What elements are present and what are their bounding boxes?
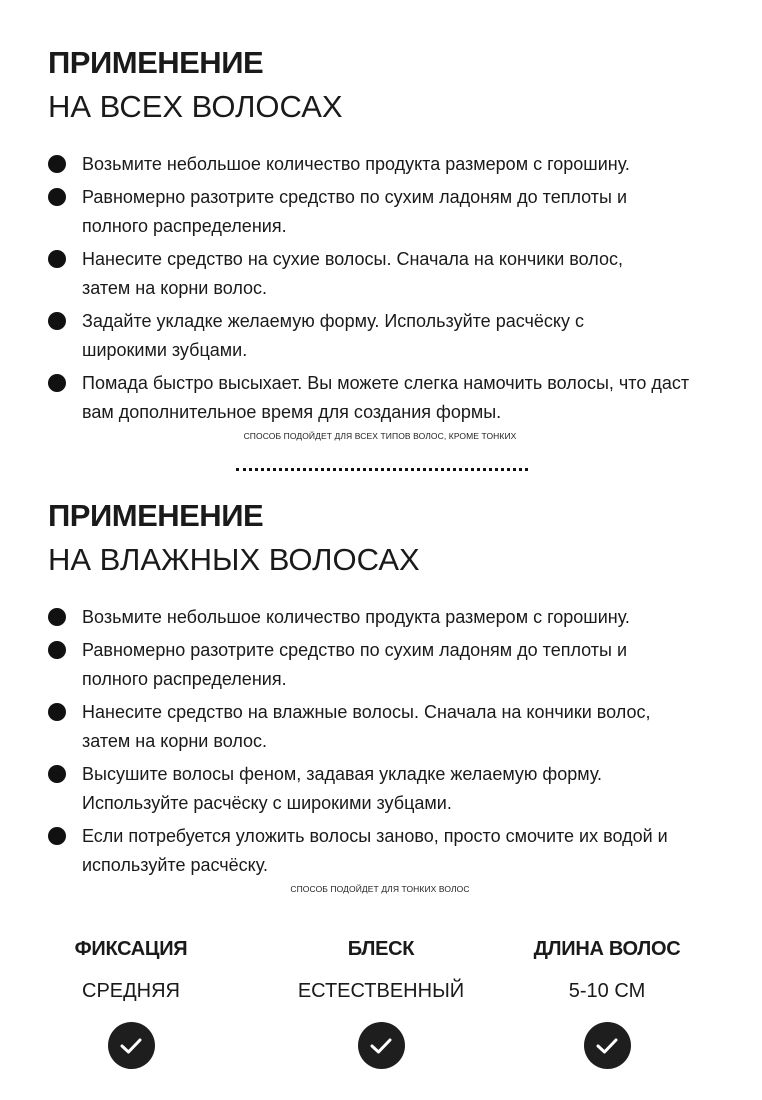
section-note: СПОСОБ ПОДОЙДЕТ ДЛЯ ТОНКИХ ВОЛОС — [290, 883, 470, 894]
feature-shine — [271, 935, 491, 1069]
feature-label: ФИКСАЦИЯ — [74, 938, 188, 960]
list-item — [48, 822, 728, 881]
section-note: СПОСОБ ПОДОЙДЕТ ДЛЯ ВСЕХ ТИПОВ ВОЛОС, КРОМЕ ТОНКИХ — [243, 430, 517, 441]
bullet-icon — [48, 827, 66, 845]
step-text: Нанесите средство на влажные волосы. Сначала на кончики волос, затем на корни волос. — [82, 701, 651, 751]
list-item — [48, 636, 728, 695]
checkmark-icon — [108, 1022, 155, 1069]
list-item — [48, 183, 728, 242]
steps-list — [48, 150, 728, 428]
bullet-icon — [48, 703, 66, 721]
list-item — [48, 760, 728, 819]
feature-hair-length — [497, 935, 717, 1069]
step-text: Возьмите небольшое количество продукта размером с горошину. — [82, 607, 630, 627]
checkmark-icon — [358, 1022, 405, 1069]
step-text: Равномерно разотрите средство по сухим ладоням до теплоты и полного распределения. — [82, 186, 628, 236]
feature-value: ЕСТЕСТВЕННЫЙ — [297, 980, 465, 1002]
bullet-icon — [48, 188, 66, 206]
section-subtitle: НА ВЛАЖНЫХ ВОЛОСАХ — [48, 542, 420, 577]
section-subtitle: НА ВСЕХ ВОЛОСАХ — [48, 89, 343, 124]
step-text: Возьмите небольшое количество продукта размером с горошину. — [82, 154, 630, 174]
feature-value: СРЕДНЯЯ — [82, 980, 180, 1002]
bullet-icon — [48, 765, 66, 783]
bullet-icon — [48, 641, 66, 659]
step-text: Нанесите средство на сухие волосы. Сначала на кончики волос, затем на корни волос. — [82, 248, 623, 298]
list-item — [48, 698, 728, 757]
list-item — [48, 245, 728, 304]
step-text: Помада быстро высыхает. Вы можете слегка намочить волосы, что даст вам дополнительное время для создания формы. — [82, 372, 690, 422]
feature-hold — [21, 935, 241, 1069]
step-text: Задайте укладке желаемую форму. Используйте расчёску с широкими зубцами. — [82, 310, 584, 360]
bullet-icon — [48, 250, 66, 268]
feature-label: БЛЕСК — [347, 938, 415, 960]
bullet-icon — [48, 608, 66, 626]
step-text: Высушите волосы феном, задавая укладке желаемую форму. Используйте расчёску с широкими зубцами. — [82, 763, 603, 813]
section-title: ПРИМЕНЕНИЕ — [48, 498, 264, 533]
dotted-divider — [236, 468, 528, 471]
section-all-hair — [48, 44, 728, 441]
bullet-icon — [48, 374, 66, 392]
list-item — [48, 603, 728, 633]
feature-value: 5-10 СМ — [568, 980, 646, 1002]
step-text: Равномерно разотрите средство по сухим ладоням до теплоты и полного распределения. — [82, 639, 628, 689]
section-wet-hair — [48, 497, 728, 894]
steps-list — [48, 603, 728, 881]
bullet-icon — [48, 312, 66, 330]
feature-label: ДЛИНА ВОЛОС — [533, 938, 681, 960]
list-item — [48, 150, 728, 180]
section-title: ПРИМЕНЕНИЕ — [48, 45, 264, 80]
list-item — [48, 307, 728, 366]
bullet-icon — [48, 155, 66, 173]
step-text: Если потребуется уложить волосы заново, просто смочите их водой и используйте расчёску. — [82, 825, 668, 875]
checkmark-icon — [584, 1022, 631, 1069]
list-item — [48, 369, 728, 428]
